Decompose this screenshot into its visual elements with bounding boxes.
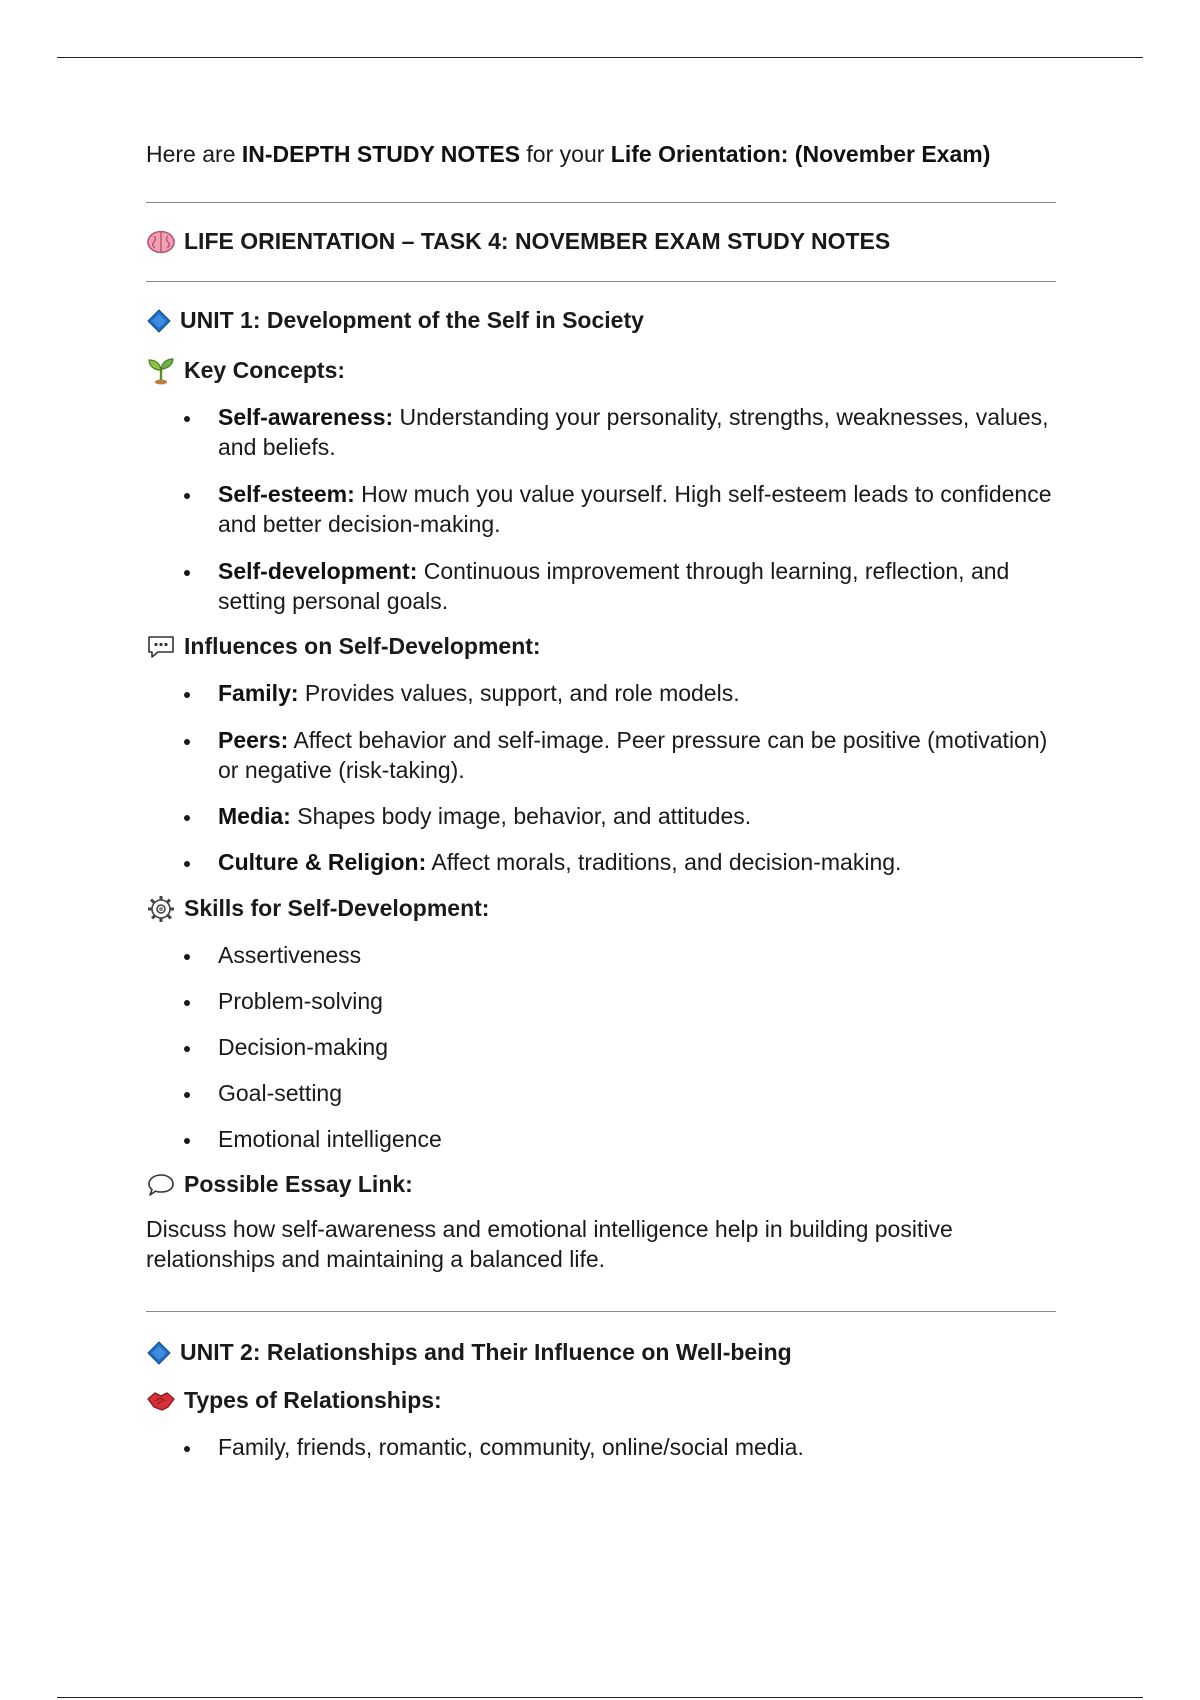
definition: Affect morals, traditions, and decision-making. bbox=[426, 849, 902, 876]
list-item: Family, friends, romantic, community, online/social media. bbox=[146, 1432, 1056, 1462]
key-concepts-list bbox=[146, 402, 1056, 616]
list-item bbox=[146, 402, 1056, 462]
blue-diamond-icon bbox=[146, 306, 172, 336]
list-item: Decision-making bbox=[146, 1032, 1056, 1062]
essay-link-heading-text: Possible Essay Link: bbox=[184, 1171, 413, 1198]
list-item: Assertiveness bbox=[146, 940, 1056, 970]
intro-line bbox=[146, 138, 1056, 171]
intro-bold-notes: IN-DEPTH STUDY NOTES bbox=[241, 141, 521, 167]
seedling-icon bbox=[146, 356, 176, 386]
bottom-page-rule bbox=[57, 1697, 1143, 1698]
top-page-rule bbox=[57, 57, 1143, 58]
handshake-icon bbox=[146, 1386, 176, 1416]
term: Culture & Religion: bbox=[218, 849, 427, 876]
key-concepts-heading bbox=[146, 356, 1056, 386]
blue-diamond-icon bbox=[146, 1338, 172, 1368]
definition: Understanding your personality, strengths, weaknesses, values, and beliefs. bbox=[218, 404, 1049, 461]
intro-middle: for your bbox=[520, 141, 611, 167]
term: Self-development: bbox=[218, 558, 418, 585]
gear-icon bbox=[146, 894, 176, 924]
influences-list bbox=[146, 678, 1056, 877]
brain-icon bbox=[146, 227, 176, 257]
document-content bbox=[146, 138, 1056, 1462]
divider bbox=[146, 281, 1056, 282]
term: Self-esteem: bbox=[218, 481, 355, 508]
influences-heading bbox=[146, 632, 1056, 662]
unit-2-heading bbox=[146, 1338, 1056, 1368]
term: Peers: bbox=[218, 727, 289, 754]
speech-balloon-icon bbox=[146, 632, 176, 662]
skills-heading-text: Skills for Self-Development: bbox=[184, 895, 490, 922]
title-text: LIFE ORIENTATION – TASK 4: NOVEMBER EXAM STUDY NOTES bbox=[184, 228, 891, 255]
list-item bbox=[146, 801, 1056, 831]
definition: Continuous improvement through learning, reflection, and setting personal goals. bbox=[218, 558, 1010, 615]
divider bbox=[146, 1311, 1056, 1312]
term: Media: bbox=[218, 803, 291, 830]
list-item: Problem-solving bbox=[146, 986, 1056, 1016]
definition: Affect behavior and self-image. Peer pressure can be positive (motivation) or negative (risk-taking). bbox=[218, 727, 1048, 784]
skills-heading bbox=[146, 894, 1056, 924]
intro-prefix: Here are bbox=[146, 141, 242, 167]
divider bbox=[146, 202, 1056, 203]
essay-link-heading bbox=[146, 1170, 1056, 1200]
term: Family: bbox=[218, 680, 299, 707]
list-item bbox=[146, 556, 1056, 616]
types-list bbox=[146, 1432, 1056, 1462]
thought-bubble-icon bbox=[146, 1170, 176, 1200]
definition: Provides values, support, and role models. bbox=[298, 680, 740, 707]
unit-2-heading-text: UNIT 2: Relationships and Their Influence on Well-being bbox=[180, 1339, 792, 1366]
definition: Shapes body image, behavior, and attitudes. bbox=[290, 803, 752, 830]
list-item bbox=[146, 847, 1056, 877]
list-item: Goal-setting bbox=[146, 1078, 1056, 1108]
definition: How much you value yourself. High self-esteem leads to confidence and better decision-making. bbox=[218, 481, 1052, 538]
unit-1-heading-text: UNIT 1: Development of the Self in Society bbox=[180, 307, 644, 334]
unit-1-heading bbox=[146, 306, 1056, 336]
essay-link-text: Discuss how self-awareness and emotional intelligence help in building positive relationships and maintaining a balanced life. bbox=[146, 1216, 953, 1273]
intro-bold-subject: Life Orientation: (November Exam) bbox=[610, 141, 991, 167]
types-heading-text: Types of Relationships: bbox=[184, 1387, 442, 1414]
list-item bbox=[146, 479, 1056, 539]
influences-heading-text: Influences on Self-Development: bbox=[184, 633, 541, 660]
skills-list bbox=[146, 940, 1056, 1154]
list-item bbox=[146, 725, 1056, 785]
list-item bbox=[146, 678, 1056, 708]
types-of-relationships-heading bbox=[146, 1386, 1056, 1416]
term: Self-awareness: bbox=[218, 404, 394, 431]
list-item: Emotional intelligence bbox=[146, 1124, 1056, 1154]
document-title bbox=[146, 227, 1056, 257]
key-concepts-heading-text: Key Concepts: bbox=[184, 357, 346, 384]
